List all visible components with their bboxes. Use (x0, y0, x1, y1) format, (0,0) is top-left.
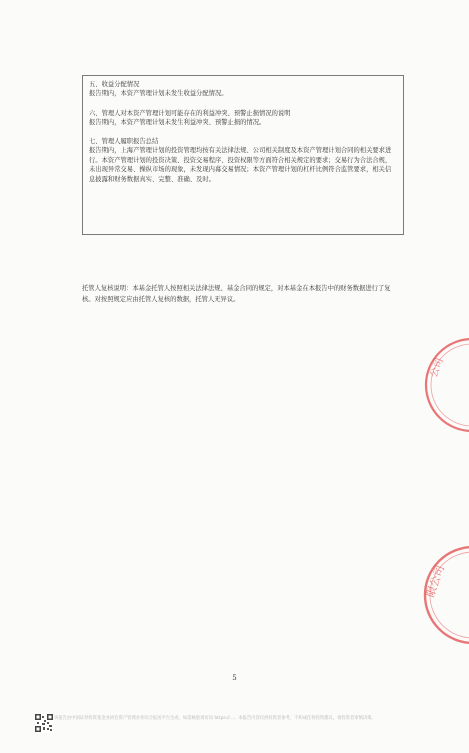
footer-disclaimer: 该报告由中国证券投资基金业协会资产管理业务综合报送平台生成，如需核验请访问 https://...；本报告内容仅供投资者参考，不构成任何投资建议，请投资者审慎决策。 (54, 716, 376, 721)
seal-icon (410, 330, 469, 440)
page-number: 5 (232, 674, 237, 682)
custodian-review-note: 托管人复核说明：本基金托管人按照相关法律法规、基金合同的规定，对本基金在本报告中的财务数据进行了复核。对按照规定应由托管人复核的数据，托管人无异议。 (82, 285, 391, 303)
section-body: 报告期内，本资产管理计划未发生利益冲突、预警止损的情况。 (89, 118, 266, 126)
report-summary-box (82, 75, 404, 235)
section-title: 五、收益分配情况 (89, 81, 140, 88)
section-title: 七、管理人履职报告总结 (89, 138, 159, 146)
section-body: 报告期内，上海产管理计划的投资管理均按有关法律法规、公司相关制度及本资产管理计划合同的相关要求进行。本资产管理计划的投资决策、投资交易程序、投资权限等方面符合相关规定的要求；交易行为合法合规，未出现异常交易、操纵市场的现象，未发现内幕交易情况；本资产管理计划的杠杆比例符合监管要求，相关信息披露和财务数据真实、完整、准确、及时。 (89, 147, 392, 183)
section-conflict-of-interest (89, 109, 397, 128)
seal-icon (405, 540, 469, 650)
section-title: 六、管理人对本资产管理计划可能存在的利益冲突、预警止损情况的说明 (89, 109, 291, 117)
section-profit-distribution (89, 80, 397, 99)
svg-text:限公司: 限公司 (423, 563, 448, 600)
section-duty-summary (89, 137, 397, 184)
section-body: 报告期内，本资产管理计划未发生收益分配情况。 (89, 90, 228, 97)
svg-text:公司: 公司 (428, 356, 446, 380)
qr-code-icon (35, 714, 53, 732)
